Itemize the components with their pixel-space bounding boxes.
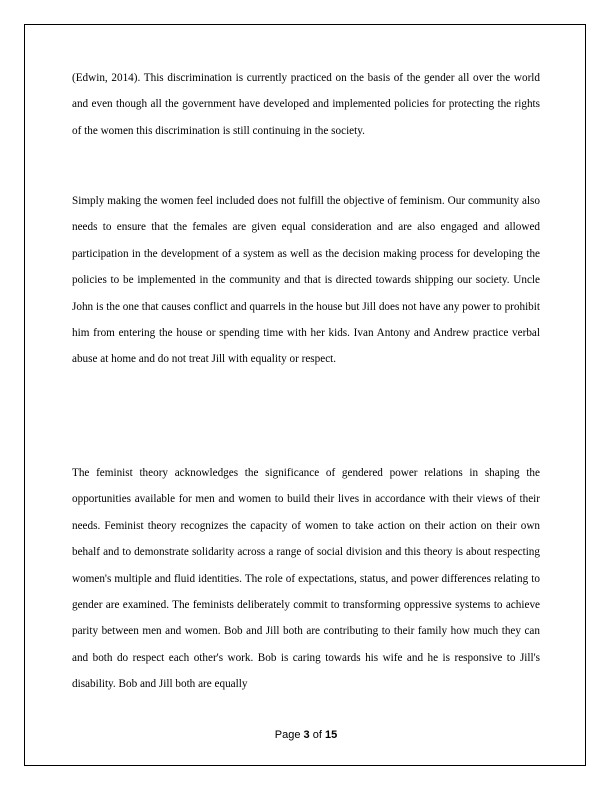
total-pages-number: 15	[324, 729, 338, 741]
body-paragraph: (Edwin, 2014). This discrimination is currently practiced on the basis of the gender all over the world and even though all the government have developed and implemented policies for protecting the rights of the women this discrimination is still continuing in the society.	[72, 72, 540, 137]
of-label: of	[312, 729, 322, 741]
page-footer	[0, 727, 612, 743]
current-page-number: 3	[303, 729, 310, 741]
body-paragraph: The feminist theory acknowledges the significance of gendered power relations in shaping the opportunities available for men and women to build their lives in accordance with their views of their needs. Feminist theory recognizes the capacity of women to take action on their action on their own behalf and to demonstrate solidarity across a range of social division and this theory is about respecting women's multiple and fluid identities. The role of expectations, status, and power differences relating to gender are examined. The feminists deliberately commit to transforming oppressive systems to achieve parity between men and women. Bob and Jill both are contributing to their family how much they can and both do respect each other's work. Bob is caring towards his wife and he is responsive to Jill's disability. Bob and Jill both are equally	[72, 467, 540, 691]
body-paragraph: Simply making the women feel included does not fulfill the objective of feminism. Our community also needs to ensure that the females are given equal consideration and are also engaged and allowed participation in the development of a system as well as the decision making process for developing the policies to be implemented in the community and that is directed towards shipping our society. Uncle John is the one that causes conflict and quarrels in the house but Jill does not have any power to prohibit him from entering the house or spending time with her kids. Ivan Antony and Andrew practice verbal abuse at home and do not treat Jill with equality or respect.	[72, 195, 540, 366]
page-label: Page	[274, 729, 301, 741]
